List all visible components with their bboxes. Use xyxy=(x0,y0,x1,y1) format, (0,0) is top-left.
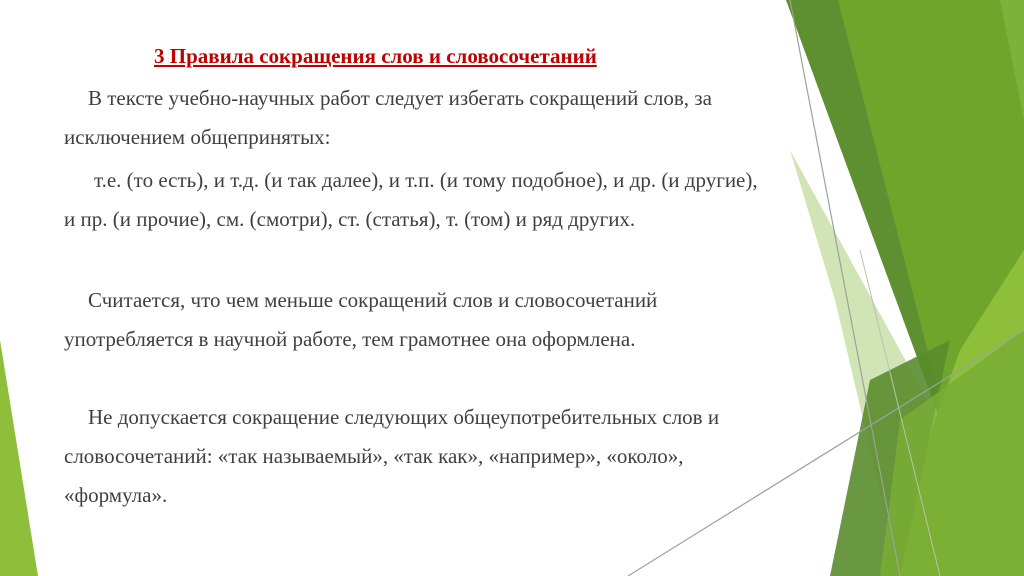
paragraph-3: Считается, что чем меньше сокращений слов и словосочетаний употребляется в научной работе, тем грамотнее она оформлена. xyxy=(64,288,658,351)
slide-content xyxy=(60,0,760,576)
left-green-wedge xyxy=(0,340,38,576)
paragraph-4: Не допускается сокращение следующих общеупотребительных слов и словосочетаний: «так называемый», «так как», «например», «около», «формула». xyxy=(64,405,720,507)
paragraph-2: т.е. (то есть), и т.д. (и так далее), и т.п. (и тому подобное), и др. (и другие), и пр. (и прочие), см. (смотри), ст. (статья), т. (том) и ряд других. xyxy=(64,168,758,231)
paragraph-1: В тексте учебно-научных работ следует избегать сокращений слов, за исключением общепринятых: xyxy=(64,86,712,149)
slide-title: 3 Правила сокращения слов и словосочетаний xyxy=(154,44,597,68)
